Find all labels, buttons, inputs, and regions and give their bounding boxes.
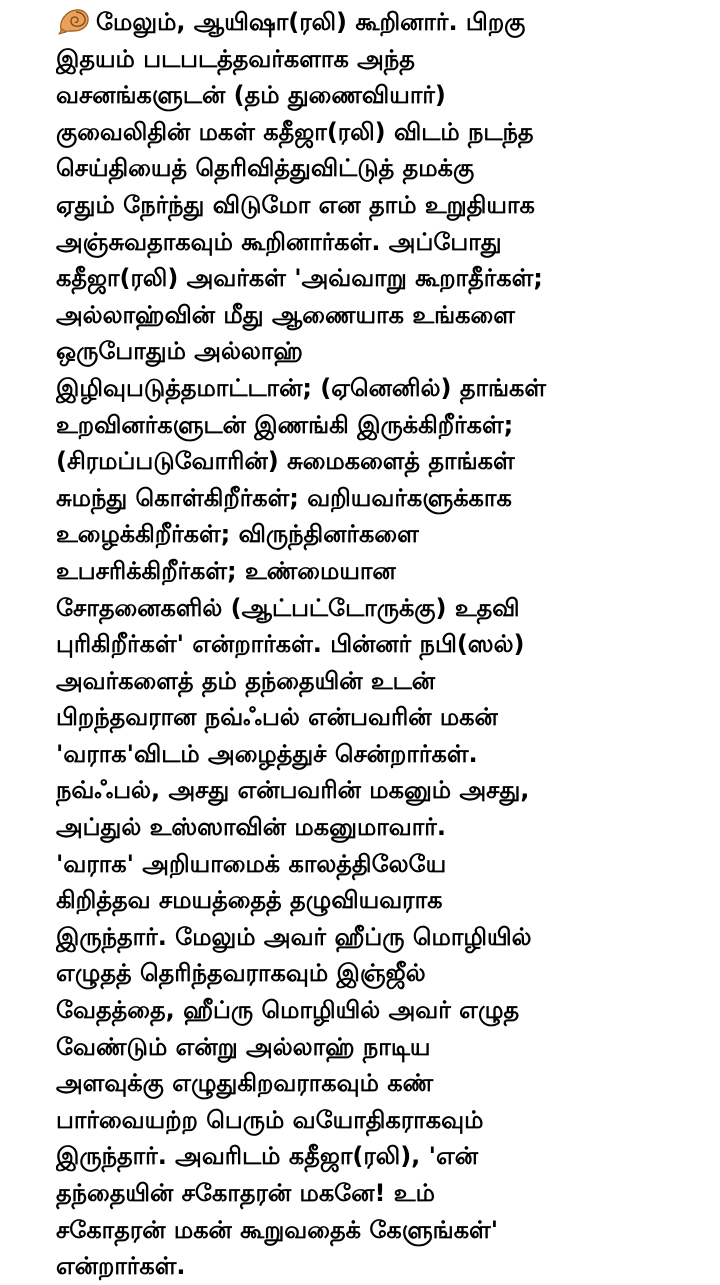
text-line: சகோதரன் மகன் கூறுவதைக் கேளுங்கள்' (56, 1215, 499, 1244)
text-line: அளவுக்கு எழுதுகிறவராகவும் கண் (56, 1069, 434, 1098)
text-line: கதீஜா(ரலி) அவர்கள் 'அவ்வாறு கூறாதீர்கள்; (56, 264, 543, 293)
text-line: வேதத்தை, ஹீப்ரு மொழியில் அவர் எழுத (56, 996, 520, 1025)
text-line: வேண்டும் என்று அல்லாஹ் நாடிய (56, 1032, 431, 1061)
text-line: உபசரிக்கிறீர்கள்; உண்மையான (56, 556, 396, 585)
text-line: நவ்ஃபல், அசது என்பவரின் மகனும் அசது, (56, 776, 530, 805)
text-line: சுமந்து கொள்கிறீர்கள்; வறியவர்களுக்காக (56, 483, 512, 512)
text-line: இழிவுபடுத்தமாட்டான்; (ஏனெனில்) தாங்கள் (56, 373, 547, 402)
text-line: தந்தையின் சகோதரன் மகனே! உம் (56, 1179, 435, 1207)
text-line: எழுதத் தெரிந்தவராகவும் இஞ்ஜீல் (56, 959, 426, 988)
text-line: ஏதும் நேர்ந்து விடுமோ என தாம் உறுதியாக (56, 190, 535, 219)
spiral-shell-icon (58, 6, 90, 36)
text-line: உழைக்கிறீர்கள்; விருந்தினர்களை (56, 520, 419, 549)
text-line: உறவினர்களுடன் இணங்கி இருக்கிறீர்கள்; (56, 410, 514, 439)
text-line: பார்வையற்ற பெரும் வயோதிகராகவும் (56, 1105, 484, 1134)
text-line: மேலும், ஆயிஷா(ரலி) கூறினார். பிறகு (96, 8, 526, 36)
text-line: புரிகிறீர்கள்' என்றார்கள். பின்னர் நபி(ஸல்) (56, 630, 525, 659)
text-line: குவைலிதின் மகள் கதீஜா(ரலி) விடம் நடந்த (56, 117, 534, 146)
text-line: பிறந்தவரான நவ்ஃபல் என்பவரின் மகன் (56, 703, 498, 732)
text-line: அஞ்சுவதாகவும் கூறினார்கள். அப்போது (56, 227, 502, 256)
text-line: 'வராக' அறியாமைக் காலத்திலேயே (56, 849, 447, 878)
article-text (56, 4, 710, 1285)
text-line: வசனங்களுடன் (தம் துணைவியார்) (56, 81, 446, 110)
text-line: (சிரமப்படுவோரின்) சுமைகளைத் தாங்கள் (56, 447, 515, 476)
text-line: ஒருபோதும் அல்லாஹ் (56, 337, 303, 366)
text-line: என்றார்கள். (56, 1252, 186, 1281)
text-line: 'வராக'விடம் அழைத்துச் சென்றார்கள். (56, 739, 478, 768)
text-line: சோதனைகளில் (ஆட்பட்டோருக்கு) உதவி (56, 593, 520, 622)
text-line: அவர்களைத் தம் தந்தையின் உடன் (56, 666, 435, 695)
text-line: இதயம் படபடத்தவர்களாக அந்த (56, 44, 415, 73)
text-line: கிறித்தவ சமயத்தைத் தழுவியவராக (56, 886, 443, 915)
text-line: அல்லாஹ்வின் மீது ஆணையாக உங்களை (56, 300, 515, 329)
text-line: இருந்தார். மேலும் அவர் ஹீப்ரு மொழியில் (56, 922, 532, 951)
text-line: செய்தியைத் தெரிவித்துவிட்டுத் தமக்கு (56, 154, 475, 183)
text-line: அப்துல் உஸ்ஸாவின் மகனுமாவார். (56, 813, 446, 842)
text-line: இருந்தார். அவரிடம் கதீஜா(ரலி), 'என் (56, 1142, 478, 1171)
